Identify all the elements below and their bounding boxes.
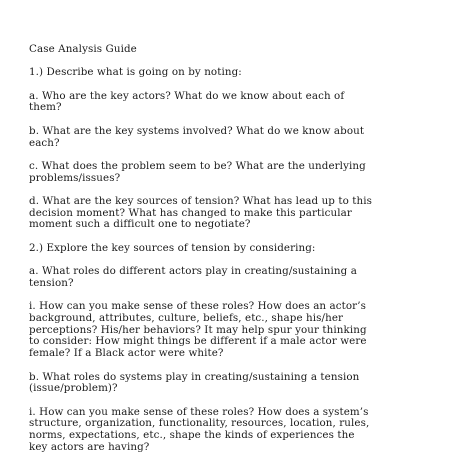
document-title: Case Analysis Guide xyxy=(29,43,137,55)
paragraph-1c: c. What does the problem seem to be? What are the underlying problems/issues? xyxy=(29,159,366,184)
paragraph-1a: a. Who are the key actors? What do we know about each of them? xyxy=(29,89,345,114)
paragraph-2b-i: i. How can you make sense of these roles? How does a system’s structure, organization, functionality, resources, location, rules, norms, expectations, etc., shape the kinds of experiences the key actors are having? xyxy=(29,405,370,453)
section-2-heading: 2.) Explore the key sources of tension by considering: xyxy=(29,241,316,254)
paragraph-1b: b. What are the key systems involved? What do we know about each? xyxy=(29,124,365,149)
paragraph-2a: a. What roles do different actors play in creating/sustaining a tension? xyxy=(29,265,357,289)
paragraph-1d: d. What are the key sources of tension? What has lead up to this decision moment? What has changed to make this particular moment such a difficult one to negotiate? xyxy=(29,195,373,231)
paragraph-2b: b. What roles do systems play in creating/sustaining a tension (issue/problem)? xyxy=(29,370,360,395)
document-body xyxy=(29,44,429,465)
section-1-heading: 1.) Describe what is going on by noting: xyxy=(29,66,242,79)
paragraph-2a-i: i. How can you make sense of these roles? How does an actor’s background, attributes, culture, beliefs, etc., shape his/her perceptions? His/her behaviors? It may help spur your thinking to consider: How might things be different if a male actor were female? If a Black actor were white? xyxy=(29,300,367,360)
